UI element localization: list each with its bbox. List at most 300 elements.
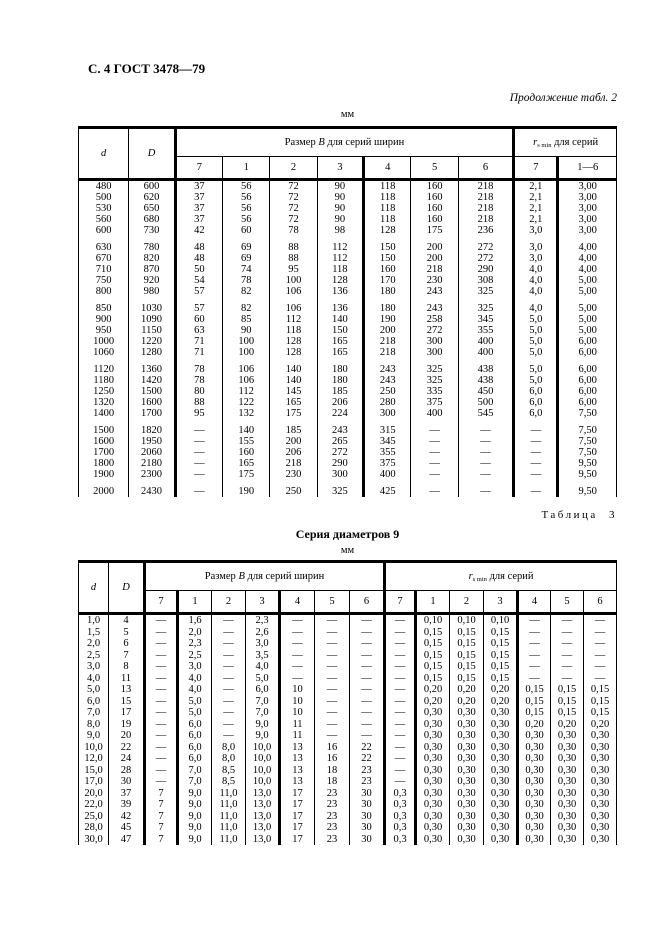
- data-cell: 5: [109, 627, 145, 639]
- data-row: [79, 799, 617, 811]
- data-cell: 0,30: [518, 834, 551, 846]
- data-cell: 18: [315, 776, 350, 788]
- data-cell: 850: [79, 303, 129, 314]
- data-cell: —: [145, 730, 178, 742]
- data-cell: 0,15: [551, 696, 584, 708]
- data-row: [79, 638, 617, 650]
- column-number-header: 3: [317, 157, 363, 180]
- data-cell: —: [350, 684, 385, 696]
- data-cell: 10: [280, 696, 315, 708]
- data-cell: 88: [270, 242, 317, 253]
- data-cell: —: [315, 684, 350, 696]
- data-cell: 9,0: [178, 834, 212, 846]
- data-cell: 650: [129, 203, 175, 214]
- data-cell: 180: [364, 303, 411, 314]
- data-cell: 0,30: [551, 799, 584, 811]
- data-cell: —: [385, 673, 416, 685]
- data-cell: 272: [411, 325, 458, 336]
- data-cell: 72: [270, 180, 317, 193]
- data-cell: 2,5: [79, 650, 109, 662]
- data-cell: 272: [458, 253, 513, 264]
- data-cell: 136: [317, 303, 363, 314]
- data-cell: 160: [411, 180, 458, 193]
- data-row: [79, 286, 617, 297]
- data-cell: 500: [79, 192, 129, 203]
- data-cell: 42: [175, 225, 222, 236]
- data-row: [79, 469, 617, 480]
- data-cell: 9,0: [79, 730, 109, 742]
- data-cell: 0,30: [450, 776, 484, 788]
- data-cell: 3,0: [178, 661, 212, 673]
- data-cell: 118: [364, 180, 411, 193]
- data-cell: 0,30: [450, 707, 484, 719]
- data-cell: 2,3: [178, 638, 212, 650]
- data-cell: 69: [223, 242, 270, 253]
- data-cell: 0,30: [416, 776, 450, 788]
- data-cell: 0,30: [518, 765, 551, 777]
- data-cell: 8: [109, 661, 145, 673]
- data-cell: 11,0: [212, 822, 246, 834]
- data-cell: 9,0: [178, 788, 212, 800]
- data-cell: 90: [317, 180, 363, 193]
- data-cell: —: [280, 614, 315, 627]
- data-cell: 1600: [79, 436, 129, 447]
- data-cell: —: [411, 469, 458, 480]
- data-cell: —: [350, 661, 385, 673]
- data-cell: 710: [79, 264, 129, 275]
- data-cell: 1220: [129, 336, 175, 347]
- data-cell: 438: [458, 364, 513, 375]
- data-cell: 82: [223, 286, 270, 297]
- data-cell: 1,0: [79, 614, 109, 627]
- data-cell: 48: [175, 242, 222, 253]
- data-cell: 4,0: [246, 661, 280, 673]
- data-cell: 78: [223, 275, 270, 286]
- data-cell: 57: [175, 303, 222, 314]
- data-cell: 106: [223, 375, 270, 386]
- data-row: [79, 822, 617, 834]
- data-cell: 6,00: [558, 386, 617, 397]
- data-cell: 0,20: [518, 719, 551, 731]
- data-cell: 90: [317, 214, 363, 225]
- data-cell: 2,6: [246, 627, 280, 639]
- column-header-d: d: [79, 562, 109, 614]
- data-cell: 6,0: [514, 386, 558, 397]
- data-cell: —: [411, 458, 458, 469]
- data-cell: —: [315, 707, 350, 719]
- data-cell: —: [551, 638, 584, 650]
- data-cell: 1,5: [79, 627, 109, 639]
- data-cell: 0,15: [518, 707, 551, 719]
- data-cell: 19: [109, 719, 145, 731]
- data-row: [79, 684, 617, 696]
- data-cell: 200: [364, 325, 411, 336]
- data-cell: 13,0: [246, 799, 280, 811]
- column-header-D: D: [109, 562, 145, 614]
- data-cell: —: [385, 753, 416, 765]
- data-cell: 400: [458, 347, 513, 358]
- data-cell: 9,0: [178, 811, 212, 823]
- data-cell: 48: [175, 253, 222, 264]
- data-cell: 23: [350, 765, 385, 777]
- data-cell: 6,0: [178, 742, 212, 754]
- column-number-header: 5: [411, 157, 458, 180]
- data-row: [79, 425, 617, 436]
- data-cell: —: [350, 696, 385, 708]
- data-cell: 1700: [129, 408, 175, 419]
- data-row: [79, 673, 617, 685]
- data-cell: 9,0: [178, 799, 212, 811]
- data-cell: 206: [317, 397, 363, 408]
- data-cell: 0,15: [584, 696, 617, 708]
- data-cell: 0,3: [385, 788, 416, 800]
- data-cell: 243: [317, 425, 363, 436]
- data-cell: 0,30: [584, 765, 617, 777]
- data-cell: 0,3: [385, 822, 416, 834]
- data-cell: 13,0: [246, 822, 280, 834]
- data-cell: —: [145, 765, 178, 777]
- data-cell: 325: [458, 303, 513, 314]
- data-cell: —: [315, 614, 350, 627]
- data-cell: 0,15: [551, 684, 584, 696]
- data-cell: 0,30: [518, 742, 551, 754]
- data-cell: 71: [175, 347, 222, 358]
- data-cell: 7,50: [558, 447, 617, 458]
- data-cell: 7,0: [178, 765, 212, 777]
- data-cell: 0,15: [484, 650, 518, 662]
- data-row: [79, 192, 617, 203]
- data-cell: 3,0: [514, 225, 558, 236]
- data-cell: 3,00: [558, 214, 617, 225]
- data-cell: —: [145, 696, 178, 708]
- continuation-label: Продолжение табл. 2: [509, 92, 617, 104]
- data-cell: —: [584, 638, 617, 650]
- data-row: [79, 203, 617, 214]
- data-cell: 112: [270, 314, 317, 325]
- data-cell: 900: [79, 314, 129, 325]
- column-number-header: 6: [350, 591, 385, 614]
- data-cell: 0,15: [484, 673, 518, 685]
- data-cell: 78: [175, 364, 222, 375]
- data-cell: 3,0: [246, 638, 280, 650]
- data-cell: 7,50: [558, 436, 617, 447]
- data-cell: 0,30: [584, 776, 617, 788]
- data-cell: 630: [79, 242, 129, 253]
- data-cell: 17: [280, 822, 315, 834]
- data-cell: —: [514, 447, 558, 458]
- data-cell: 2,1: [514, 203, 558, 214]
- data-cell: 17: [280, 834, 315, 846]
- data-cell: 218: [458, 192, 513, 203]
- data-cell: 800: [79, 286, 129, 297]
- data-cell: 0,30: [551, 776, 584, 788]
- data-cell: 7: [145, 788, 178, 800]
- column-number-header: 2: [212, 591, 246, 614]
- data-cell: 300: [317, 469, 363, 480]
- column-number-header: 2: [450, 591, 484, 614]
- data-cell: 0,30: [584, 834, 617, 846]
- data-cell: 0,15: [450, 650, 484, 662]
- data-cell: —: [212, 730, 246, 742]
- data-cell: —: [518, 627, 551, 639]
- data-cell: 60: [175, 314, 222, 325]
- table3: [78, 560, 617, 845]
- data-cell: 150: [364, 253, 411, 264]
- data-row: [79, 264, 617, 275]
- data-cell: 4,0: [514, 286, 558, 297]
- data-cell: 22: [109, 742, 145, 754]
- data-cell: 0,10: [450, 614, 484, 627]
- data-cell: 90: [223, 325, 270, 336]
- data-cell: 13,0: [246, 811, 280, 823]
- data-cell: 56: [223, 203, 270, 214]
- data-cell: —: [411, 436, 458, 447]
- data-cell: 78: [175, 375, 222, 386]
- data-cell: 165: [317, 336, 363, 347]
- data-cell: 37: [175, 214, 222, 225]
- data-cell: 243: [364, 375, 411, 386]
- data-cell: 0,30: [518, 811, 551, 823]
- column-number-header: 4: [518, 591, 551, 614]
- data-cell: —: [145, 650, 178, 662]
- data-cell: 11: [109, 673, 145, 685]
- data-cell: 230: [411, 275, 458, 286]
- data-cell: —: [458, 469, 513, 480]
- data-cell: 0,15: [416, 661, 450, 673]
- data-cell: 0,30: [484, 707, 518, 719]
- data-cell: 0,30: [551, 834, 584, 846]
- data-cell: 11,0: [212, 788, 246, 800]
- data-cell: 7,0: [246, 707, 280, 719]
- data-cell: 0,30: [450, 834, 484, 846]
- data-row: [79, 614, 617, 627]
- data-cell: 10,0: [79, 742, 109, 754]
- data-cell: 1060: [79, 347, 129, 358]
- data-cell: 140: [270, 364, 317, 375]
- data-cell: 345: [458, 314, 513, 325]
- data-cell: 2,5: [178, 650, 212, 662]
- column-number-header: 3: [484, 591, 518, 614]
- data-cell: 1360: [129, 364, 175, 375]
- data-cell: 4,0: [178, 684, 212, 696]
- data-cell: 236: [458, 225, 513, 236]
- data-cell: 0,30: [551, 730, 584, 742]
- data-cell: 0,15: [416, 673, 450, 685]
- data-cell: 0,30: [416, 730, 450, 742]
- data-cell: 670: [79, 253, 129, 264]
- data-cell: 3,0: [514, 253, 558, 264]
- data-cell: 0,3: [385, 834, 416, 846]
- data-cell: 243: [411, 303, 458, 314]
- data-cell: 180: [364, 286, 411, 297]
- data-cell: 425: [364, 486, 411, 497]
- data-cell: —: [315, 650, 350, 662]
- data-cell: 243: [364, 364, 411, 375]
- data-cell: 170: [364, 275, 411, 286]
- data-cell: —: [385, 765, 416, 777]
- data-cell: 0,30: [416, 719, 450, 731]
- data-cell: 0,30: [450, 765, 484, 777]
- data-cell: 0,3: [385, 799, 416, 811]
- data-cell: —: [584, 627, 617, 639]
- data-cell: 8,5: [212, 776, 246, 788]
- data-cell: 13: [280, 742, 315, 754]
- data-row: [79, 347, 617, 358]
- data-cell: 80: [175, 386, 222, 397]
- data-cell: 54: [175, 275, 222, 286]
- data-row: [79, 253, 617, 264]
- data-cell: 47: [109, 834, 145, 846]
- data-cell: 0,3: [385, 811, 416, 823]
- data-cell: 258: [411, 314, 458, 325]
- data-cell: 100: [223, 336, 270, 347]
- data-cell: 250: [364, 386, 411, 397]
- data-cell: —: [145, 684, 178, 696]
- data-cell: 0,30: [416, 707, 450, 719]
- data-cell: 11,0: [212, 799, 246, 811]
- data-cell: 0,15: [484, 661, 518, 673]
- data-cell: —: [212, 638, 246, 650]
- data-row: [79, 314, 617, 325]
- data-cell: 325: [411, 375, 458, 386]
- data-cell: 218: [458, 203, 513, 214]
- data-cell: 2,0: [79, 638, 109, 650]
- data-cell: 7: [145, 799, 178, 811]
- data-cell: 0,30: [416, 834, 450, 846]
- header-span-row: [79, 128, 617, 157]
- data-cell: 1280: [129, 347, 175, 358]
- data-cell: 17: [280, 788, 315, 800]
- data-cell: 6,0: [178, 753, 212, 765]
- data-cell: —: [145, 753, 178, 765]
- data-cell: 200: [411, 242, 458, 253]
- data-cell: —: [385, 696, 416, 708]
- data-cell: 22: [350, 753, 385, 765]
- data-cell: —: [280, 627, 315, 639]
- data-cell: —: [212, 696, 246, 708]
- data-cell: 4,0: [514, 264, 558, 275]
- data-cell: —: [458, 425, 513, 436]
- data-cell: 11: [280, 719, 315, 731]
- data-cell: —: [175, 469, 222, 480]
- data-cell: 23: [315, 822, 350, 834]
- data-cell: 7,0: [246, 696, 280, 708]
- data-cell: 3,0: [79, 661, 109, 673]
- data-cell: —: [411, 486, 458, 497]
- column-number-header: 3: [246, 591, 280, 614]
- data-cell: 0,20: [484, 696, 518, 708]
- data-cell: 56: [223, 214, 270, 225]
- data-cell: 3,00: [558, 225, 617, 236]
- data-cell: 150: [364, 242, 411, 253]
- data-cell: —: [551, 614, 584, 627]
- data-cell: 3,00: [558, 203, 617, 214]
- data-cell: 750: [79, 275, 129, 286]
- data-cell: 1000: [79, 336, 129, 347]
- data-cell: 230: [270, 469, 317, 480]
- data-cell: 165: [317, 347, 363, 358]
- data-cell: 345: [364, 436, 411, 447]
- column-number-header: 6: [584, 591, 617, 614]
- data-cell: 8,0: [212, 753, 246, 765]
- data-cell: 400: [411, 408, 458, 419]
- data-cell: 13: [280, 765, 315, 777]
- data-cell: —: [514, 486, 558, 497]
- data-cell: 95: [270, 264, 317, 275]
- data-cell: 1090: [129, 314, 175, 325]
- data-cell: 82: [223, 303, 270, 314]
- data-cell: 4,00: [558, 264, 617, 275]
- data-cell: 37: [109, 788, 145, 800]
- data-cell: 30: [350, 822, 385, 834]
- data-cell: —: [315, 673, 350, 685]
- data-cell: 118: [364, 214, 411, 225]
- data-row: [79, 214, 617, 225]
- data-cell: 6,0: [178, 719, 212, 731]
- data-cell: 5,0: [514, 325, 558, 336]
- data-cell: 1800: [79, 458, 129, 469]
- data-cell: 57: [175, 286, 222, 297]
- data-cell: —: [551, 673, 584, 685]
- data-cell: —: [212, 627, 246, 639]
- data-cell: 0,30: [584, 811, 617, 823]
- data-cell: 13: [109, 684, 145, 696]
- data-cell: 118: [270, 325, 317, 336]
- data-cell: 0,30: [551, 765, 584, 777]
- data-cell: 69: [223, 253, 270, 264]
- data-cell: —: [385, 661, 416, 673]
- data-cell: —: [385, 776, 416, 788]
- data-cell: 118: [317, 264, 363, 275]
- data-cell: —: [315, 661, 350, 673]
- data-cell: 1320: [79, 397, 129, 408]
- data-cell: —: [411, 447, 458, 458]
- data-cell: —: [175, 447, 222, 458]
- data-cell: 39: [109, 799, 145, 811]
- data-row: [79, 458, 617, 469]
- data-cell: 0,30: [484, 753, 518, 765]
- data-cell: 290: [317, 458, 363, 469]
- data-cell: —: [350, 627, 385, 639]
- data-cell: 480: [79, 180, 129, 193]
- data-cell: 15: [109, 696, 145, 708]
- data-cell: 1400: [79, 408, 129, 419]
- column-number-header: 7: [514, 157, 558, 180]
- data-cell: 315: [364, 425, 411, 436]
- data-cell: 218: [458, 214, 513, 225]
- data-row: [79, 397, 617, 408]
- data-cell: 22,0: [79, 799, 109, 811]
- data-row: [79, 707, 617, 719]
- data-row: [79, 436, 617, 447]
- data-cell: —: [145, 638, 178, 650]
- data-cell: 530: [79, 203, 129, 214]
- size-b-group-header: Размер B для серий ширин: [145, 562, 385, 591]
- data-cell: 600: [79, 225, 129, 236]
- data-cell: 1950: [129, 436, 175, 447]
- data-cell: 4,00: [558, 242, 617, 253]
- data-cell: 8,0: [79, 719, 109, 731]
- data-row: [79, 303, 617, 314]
- data-cell: 132: [223, 408, 270, 419]
- data-cell: 0,15: [584, 707, 617, 719]
- data-cell: —: [145, 627, 178, 639]
- data-cell: 106: [270, 286, 317, 297]
- data-cell: 0,30: [416, 765, 450, 777]
- data-cell: 0,30: [518, 822, 551, 834]
- data-cell: 90: [317, 203, 363, 214]
- data-cell: 17: [280, 799, 315, 811]
